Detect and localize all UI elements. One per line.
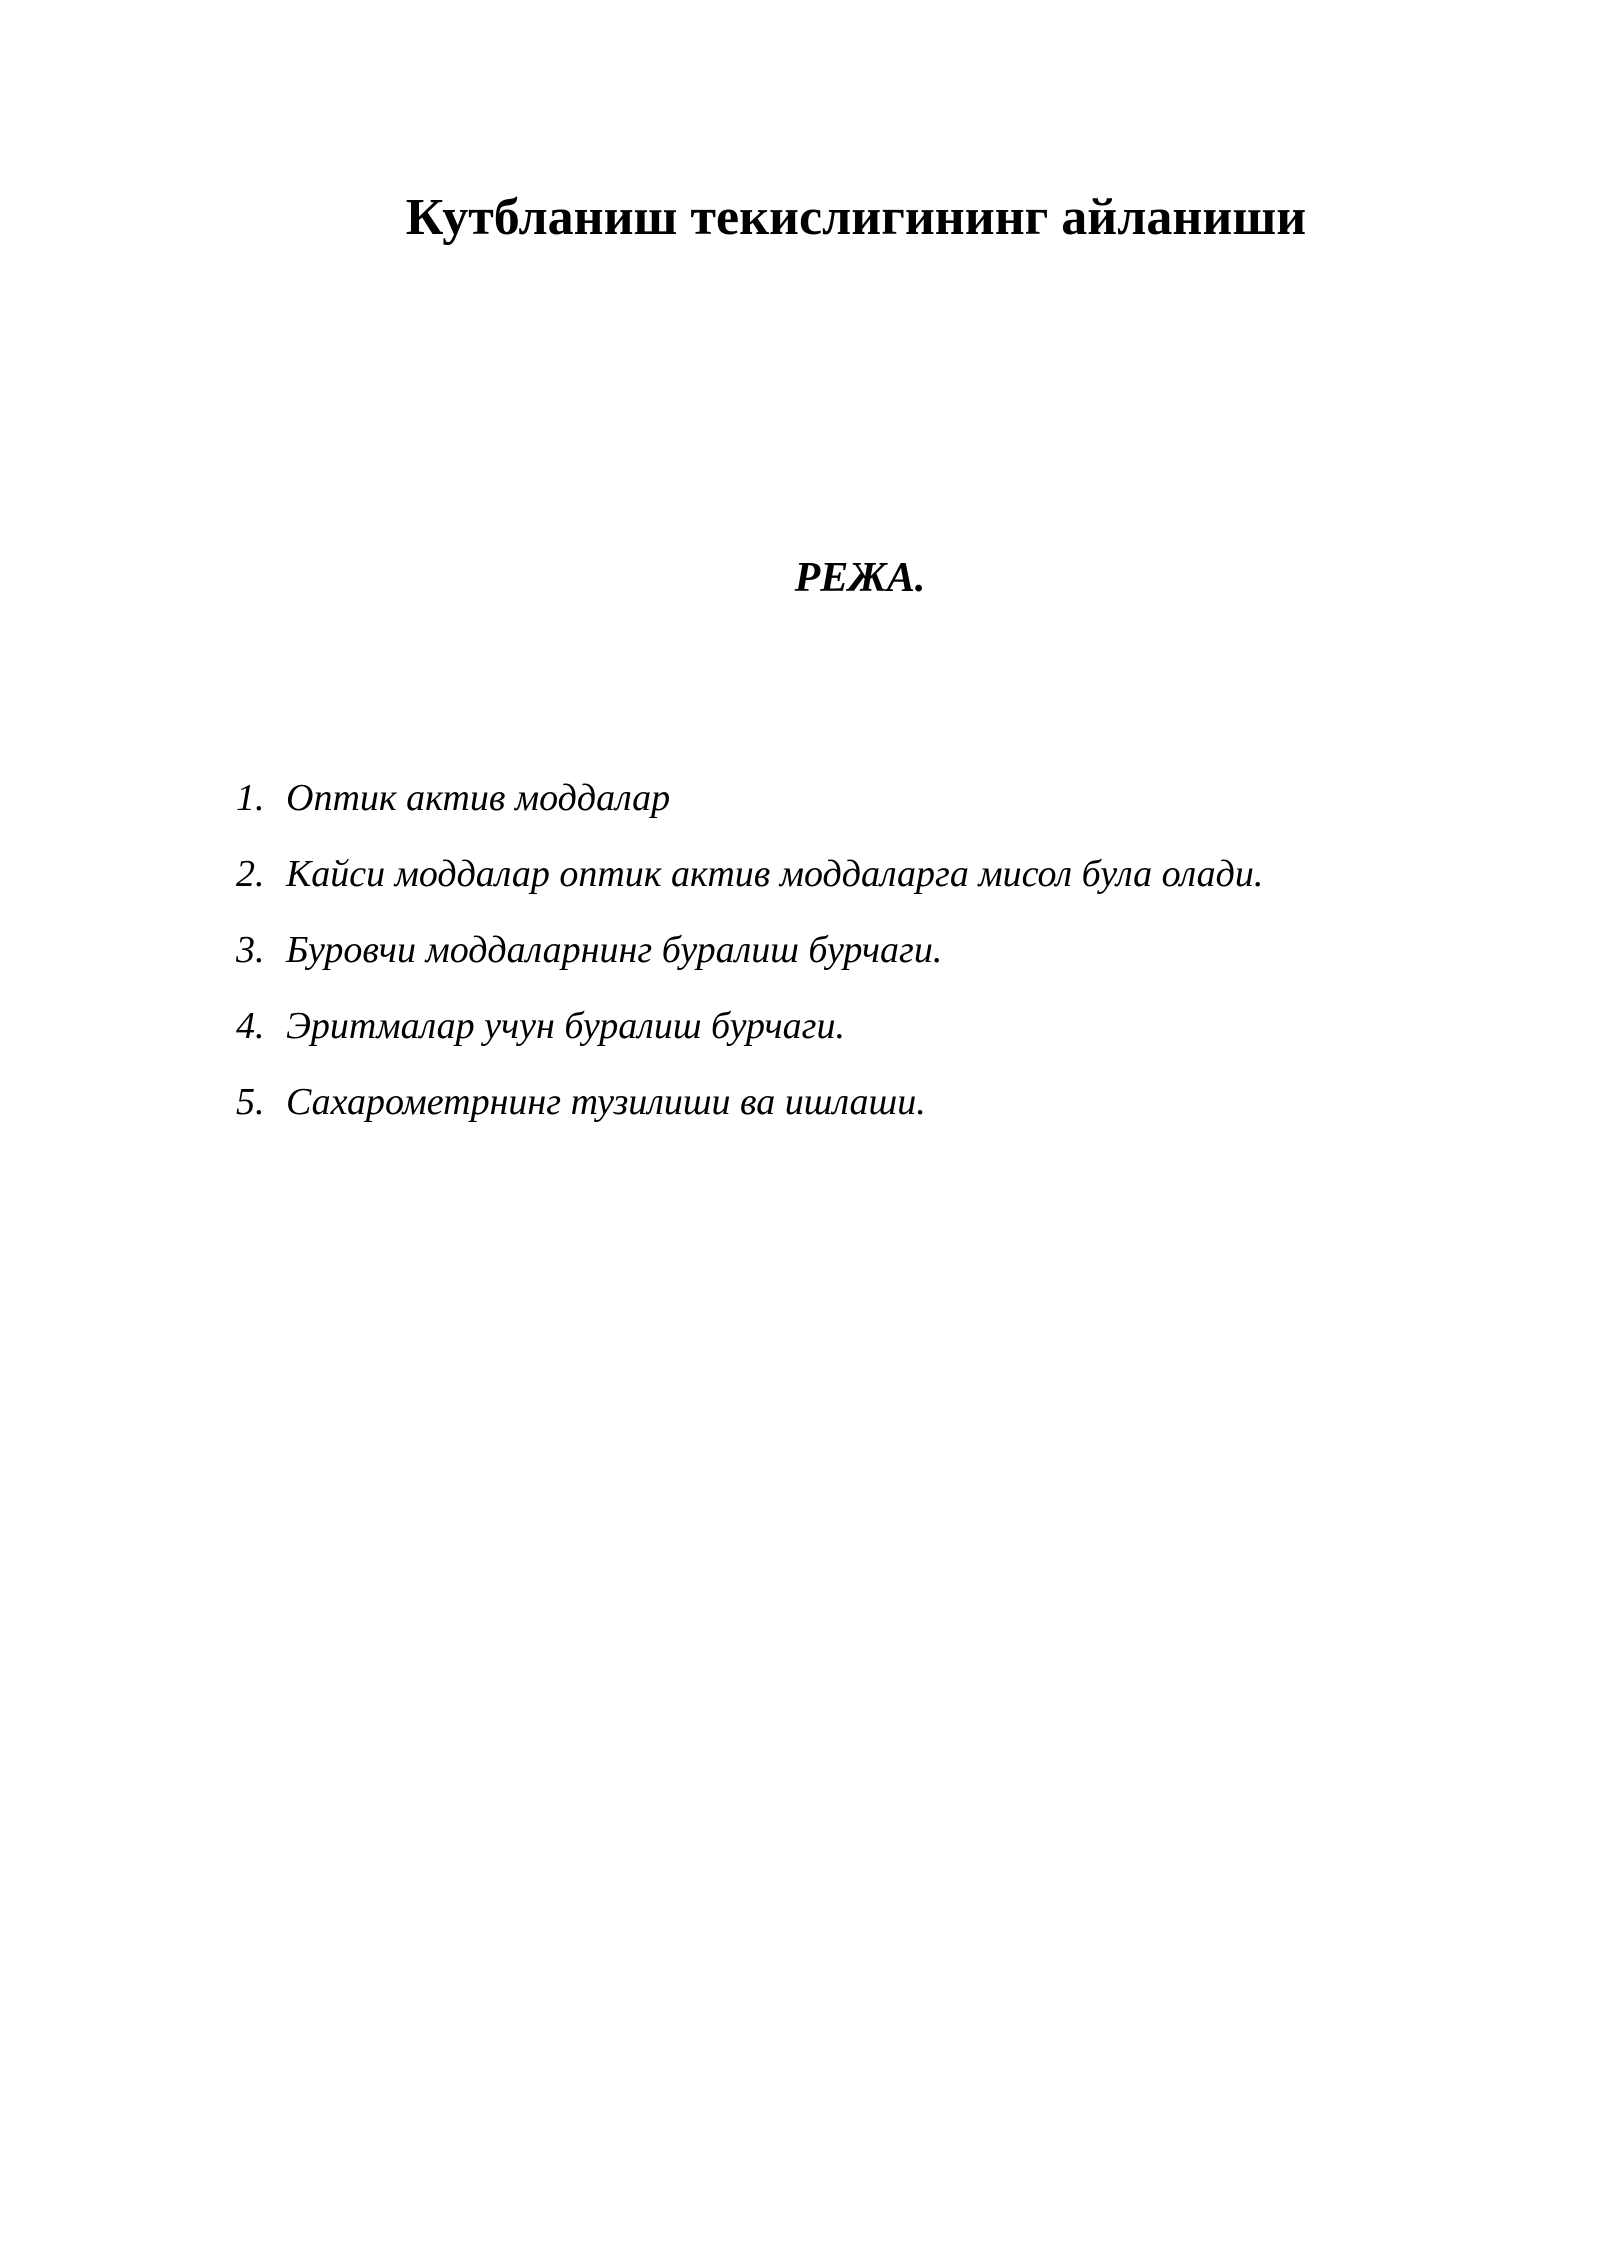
plan-item <box>236 1079 1263 1155</box>
plan-item <box>236 851 1263 927</box>
plan-item-text: Оптик актив моддалар <box>286 777 671 819</box>
plan-item-number: 4. <box>236 1005 265 1047</box>
plan-item <box>236 1003 1263 1079</box>
plan-item-text: Буровчи моддаларнинг буралиш бурчаги. <box>286 929 943 971</box>
plan-item-text: Кайси моддалар оптик актив моддаларга мисол була олади. <box>286 853 1264 895</box>
document-title: Кутбланиш текислигининг айланиши <box>405 189 1307 246</box>
plan-heading: РЕЖА. <box>794 555 926 601</box>
plan-item <box>236 927 1263 1003</box>
plan-item-text: Сахарометрнинг тузилиши ва ишлаши. <box>286 1081 926 1123</box>
plan-item-number: 1. <box>236 777 265 819</box>
plan-item <box>236 775 1263 851</box>
plan-item-text: Эритмалар учун буралиш бурчаги. <box>286 1005 845 1047</box>
plan-item-number: 2. <box>236 853 265 895</box>
plan-item-number: 5. <box>236 1081 265 1123</box>
plan-item-number: 3. <box>236 929 265 971</box>
plan-list <box>236 775 1263 1155</box>
